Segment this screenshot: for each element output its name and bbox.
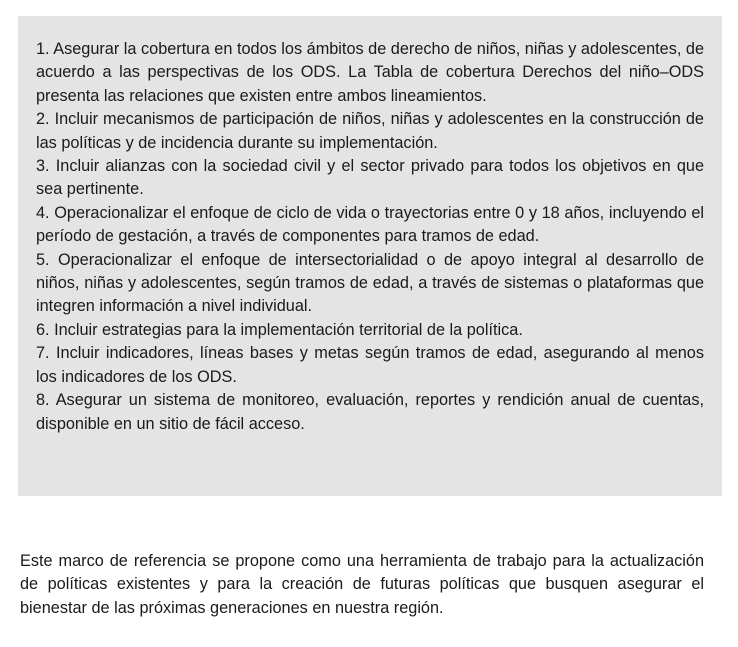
closing-paragraph: Este marco de referencia se propone como una herramienta de trabajo para la actualización de políticas existentes y para la creación de futuras políticas que busquen asegurar el bienestar de las próximas generaciones en nuestra región. [20,552,704,617]
recommendation-item-3: 3. Incluir alianzas con la sociedad civil y el sector privado para todos los objetivos en que sea pertinente. [36,157,704,199]
recommendation-item-7: 7. Incluir indicadores, líneas bases y metas según tramos de edad, asegurando al menos los indicadores de los ODS. [36,344,704,386]
recommendation-item-4: 4. Operacionalizar el enfoque de ciclo de vida o trayectorias entre 0 y 18 años, incluyendo el período de gestación, a través de componentes para tramos de edad. [36,203,704,246]
recommendation-item-8: 8. Asegurar un sistema de monitoreo, evaluación, reportes y rendición anual de cuentas, disponible en un sitio de fácil acceso. [36,391,704,433]
recommendation-item-2: 2. Incluir mecanismos de participación de niños, niñas y adolescentes en la construcción de las políticas y de incidencia durante su implementación. [36,110,704,152]
recommendation-item-6: 6. Incluir estrategias para la implementación territorial de la política. [36,320,523,339]
recommendations-box [18,16,722,496]
recommendation-item-1: 1. Asegurar la cobertura en todos los ámbitos de derecho de niños, niñas y adolescentes, de acuerdo a las perspectivas de los ODS. La Tabla de cobertura Derechos del niño–ODS presenta las relaciones que existen entre ambos lineamientos. [36,40,704,105]
recommendation-item-5: 5. Operacionalizar el enfoque de intersectorialidad o de apoyo integral al desarrollo de niños, niñas y adolescentes, según tramos de edad, a través de sistemas o plataformas que integren información a nivel individual. [36,250,704,316]
